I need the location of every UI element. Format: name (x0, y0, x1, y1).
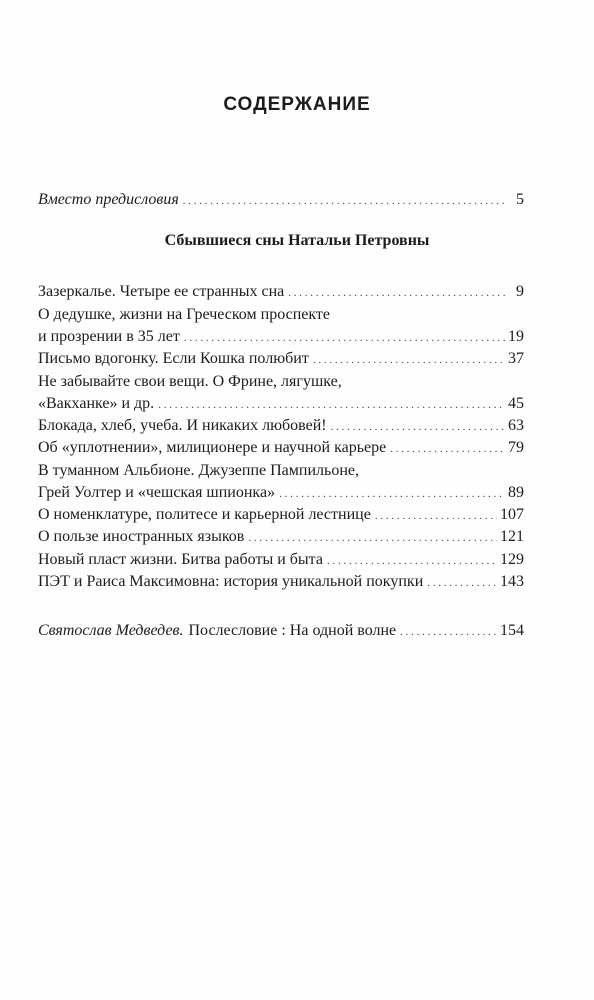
toc-page-number: 9 (516, 283, 524, 300)
toc-page-number: 37 (508, 350, 524, 367)
toc-entry-label: Блокада, хлеб, учеба. И никаких любовей! (38, 417, 327, 434)
toc-page-number: 154 (500, 622, 524, 639)
toc-leader-dots (248, 526, 497, 549)
toc-entry-label: О пользе иностранных языков (38, 528, 245, 545)
toc-entry (38, 571, 524, 593)
toc-entry-label: Послесловие : На одной волне (188, 622, 397, 639)
toc-leader-dots (158, 393, 505, 416)
toc-entry (38, 504, 524, 526)
toc-entry-label-cont: «Вакханке» и др. (38, 395, 155, 412)
toc-entry (38, 415, 524, 437)
toc-entry-label: Вместо предисловия (38, 191, 179, 208)
page-title: СОДЕРЖАНИЕ (223, 94, 371, 115)
toc-page-number: 19 (508, 328, 524, 345)
section-heading: Сбывшиеся сны Натальи Петровны (164, 232, 430, 249)
toc-entry-foreword (38, 189, 524, 211)
toc-entry-label: Не забывайте свои вещи. О Фрине, лягушке, (38, 373, 342, 390)
toc-entry-label: Письмо вдогонку. Если Кошка полюбит (38, 350, 309, 367)
toc-entry-label: Новый пласт жизни. Битва работы и быта (38, 551, 323, 568)
toc-entry-label: Зазеркалье. Четыре ее странных сна (38, 283, 285, 300)
toc-leader-dots (183, 189, 505, 212)
toc-entry (38, 460, 524, 504)
toc-page-number: 129 (500, 551, 524, 568)
toc-entry (38, 348, 524, 370)
toc-leader-dots (400, 620, 497, 643)
toc-page-number: 121 (500, 528, 524, 545)
toc-page-number: 107 (500, 506, 524, 523)
toc-leader-dots (331, 415, 505, 438)
toc-entry-label: О дедушке, жизни на Греческом проспекте (38, 306, 331, 323)
toc-entry-label-cont: Грей Уолтер и «чешская шпионка» (38, 484, 276, 501)
afterword-author: Святослав Медведев. (38, 622, 184, 639)
toc-entry (38, 304, 524, 348)
toc-entry (38, 549, 524, 571)
toc-entry-label: ПЭТ и Раиса Максимовна: история уникальной покупки (38, 573, 424, 590)
toc-entry-afterword (38, 620, 524, 642)
toc-leader-dots (184, 326, 505, 349)
toc-entry (38, 281, 524, 303)
toc-entry-label: В туманном Альбионе. Джузеппе Пампильоне, (38, 462, 359, 479)
toc-page-number: 79 (508, 439, 524, 456)
toc-entry (38, 371, 524, 415)
toc-page-number: 143 (500, 573, 524, 590)
toc-page-number: 89 (508, 484, 524, 501)
toc-page-number: 5 (516, 191, 524, 208)
toc-page-number: 45 (508, 395, 524, 412)
toc-leader-dots (427, 571, 497, 594)
toc-page-number: 63 (508, 417, 524, 434)
toc-entry-label-cont: и прозрении в 35 лет (38, 328, 180, 345)
toc-leader-dots (390, 437, 505, 460)
toc-leader-dots (375, 504, 497, 527)
toc-entry-label: Об «уплотнении», милиционере и научной карьере (38, 439, 387, 456)
toc-entry (38, 437, 524, 459)
toc-leader-dots (313, 348, 505, 371)
toc-entry (38, 526, 524, 548)
toc-entry-label: О номенклатуре, политесе и карьерной лестнице (38, 506, 371, 523)
toc-leader-dots (279, 482, 505, 505)
toc-leader-dots (288, 281, 505, 304)
toc-leader-dots (327, 549, 497, 572)
